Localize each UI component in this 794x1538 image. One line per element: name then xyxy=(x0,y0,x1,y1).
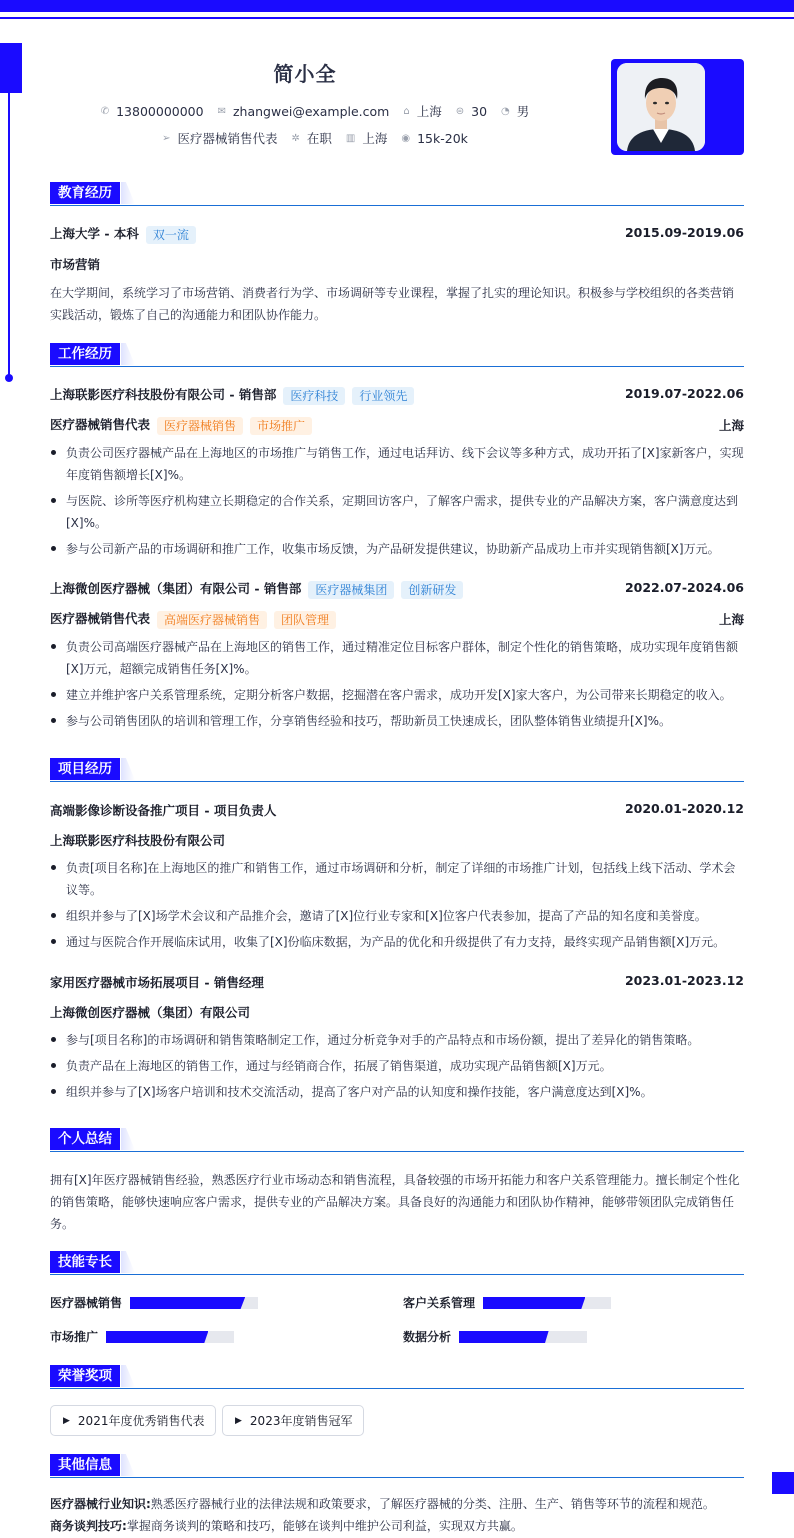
other-info-key: 医疗器械行业知识: xyxy=(50,1497,151,1511)
location-icon: ⌂ xyxy=(403,105,410,117)
project-bullet: 参与[项目名称]的市场调研和销售策略制定工作，通过分析竞争对手的产品特点和市场份额，提出了差异化的销售策略。 xyxy=(50,1029,744,1051)
age-item xyxy=(456,104,487,119)
work-location: 上海 xyxy=(718,418,744,433)
projects-section-header xyxy=(50,758,744,782)
honor-text: 2021年度优秀销售代表 xyxy=(77,1414,205,1428)
position-text: 医疗器械销售代表 xyxy=(177,131,278,146)
work-role-line xyxy=(50,609,336,629)
section-title-tail xyxy=(121,758,135,780)
work-section-title: 工作经历 xyxy=(50,343,120,365)
play-icon: ▶ xyxy=(235,1415,242,1426)
skill-bar-fill xyxy=(130,1297,245,1309)
skill-bar xyxy=(130,1297,258,1309)
skill-bar-fill xyxy=(483,1297,585,1309)
other-info-value: 掌握商务谈判的策略和技巧，能够在谈判中维护公司利益，实现双方共赢。 xyxy=(126,1519,523,1533)
gender-icon: ◔ xyxy=(501,105,510,117)
skill-label: 市场推广 xyxy=(50,1330,99,1344)
work-company-tag: 创新研发 xyxy=(401,581,463,599)
summary-section-header xyxy=(50,1128,744,1152)
honor-badge xyxy=(222,1405,364,1436)
work-role-tag: 市场推广 xyxy=(250,417,312,435)
phone-icon: ✆ xyxy=(100,105,110,117)
status-icon: ✲ xyxy=(291,132,300,144)
project-title: 家用医疗器械市场拓展项目 - 销售经理 xyxy=(50,975,264,990)
top-accent-line xyxy=(0,17,794,19)
work-dates: 2019.07-2022.06 xyxy=(624,386,744,401)
city-item xyxy=(403,102,441,120)
contact-row xyxy=(30,102,600,120)
work-company-tag: 医疗器械集团 xyxy=(308,581,394,599)
job-intent-row xyxy=(30,129,600,147)
project-bullet: 组织并参与了[X]场学术会议和产品推介会，邀请了[X]位行业专家和[X]位客户代表参加，提高了产品的知名度和美誉度。 xyxy=(50,905,744,927)
education-section-title: 教育经历 xyxy=(50,182,120,204)
side-timeline-dot xyxy=(5,374,13,382)
education-tag: 双一流 xyxy=(146,226,196,244)
play-icon: ▶ xyxy=(63,1415,70,1426)
work-company-tag: 行业领先 xyxy=(352,387,414,405)
age-icon: ⊜ xyxy=(455,105,465,117)
other-section-title: 其他信息 xyxy=(50,1454,120,1476)
salary-item xyxy=(401,131,468,146)
email-item[interactable] xyxy=(218,104,390,119)
work-bullet: 建立并维护客户关系管理系统，定期分析客户数据，挖掘潜在客户需求，成功开发[X]家大客户，为公司带来长期稳定的收入。 xyxy=(50,684,744,706)
side-timeline-line xyxy=(8,93,10,377)
skill-bar xyxy=(459,1331,587,1343)
section-title-tail xyxy=(121,1128,135,1150)
phone-text: 13800000000 xyxy=(116,103,204,119)
summary-section-title: 个人总结 xyxy=(50,1128,120,1150)
work-bullet: 负责公司高端医疗器械产品在上海地区的销售工作，通过精准定位目标客户群体，制定个性化的销售策略，成功实现年度销售额[X]万元，超额完成销售任务[X]%。 xyxy=(50,636,744,680)
education-description: 在大学期间，系统学习了市场营销、消费者行为学、市场调研等专业课程，掌握了扎实的理论知识。积极参与学校组织的各类营销实践活动，锻炼了自己的沟通能力和团队协作能力。 xyxy=(50,286,735,322)
projects-section-title: 项目经历 xyxy=(50,758,120,780)
work-dates: 2022.07-2024.06 xyxy=(624,580,744,595)
project-bullet: 负责[项目名称]在上海地区的推广和销售工作，通过市场调研和分析，制定了详细的市场推广计划，包括线上线下活动、学术会议等。 xyxy=(50,857,744,901)
work-bullet: 参与公司新产品的市场调研和推广工作，收集市场反馈，为产品研发提供建议，协助新产品成功上市并实现销售额[X]万元。 xyxy=(50,538,744,560)
skill-label: 数据分析 xyxy=(403,1330,452,1344)
skills-section-header xyxy=(50,1251,744,1275)
gender-item xyxy=(501,102,529,120)
age-text: 30 xyxy=(471,103,488,119)
other-info-key: 商务谈判技巧: xyxy=(50,1519,127,1533)
other-info-value: 熟悉医疗器械行业的法律法规和政策要求，了解医疗器械的分类、注册、生产、销售等环节的流程和规范。 xyxy=(150,1497,715,1511)
project-bullet: 通过与医院合作开展临床试用，收集了[X]份临床数据，为产品的优化和升级提供了有力支持，最终实现产品销售额[X]万元。 xyxy=(50,931,744,953)
section-title-tail xyxy=(121,343,135,365)
status-text: 在职 xyxy=(306,131,332,146)
project-company: 上海微创医疗器械（集团）有限公司 xyxy=(50,1005,251,1020)
candidate-name: 简小全 xyxy=(273,62,337,86)
education-school-line xyxy=(50,224,196,244)
work-section-header xyxy=(50,343,744,367)
target-city-item xyxy=(346,129,387,147)
education-school: 上海大学 - 本科 xyxy=(50,226,139,241)
city-text: 上海 xyxy=(416,104,442,119)
skill-label: 医疗器械销售 xyxy=(50,1296,123,1310)
work-role-tag: 医疗器械销售 xyxy=(157,417,243,435)
corner-accent-block xyxy=(772,1472,794,1494)
summary-text: 拥有[X]年医疗器械销售经验，熟悉医疗行业市场动态和销售流程，具备较强的市场开拓能力和客户关系管理能力。擅长制定个性化的销售策略，能够快速响应客户需求，提供专业的产品解决方案。具备良好的沟通能力和团队协作精神，能够带领团队完成销售任务。 xyxy=(50,1173,740,1231)
work-bullet: 负责公司医疗器械产品在上海地区的市场推广与销售工作，通过电话拜访、线下会议等多种方式，成功开拓了[X]家新客户，实现年度销售额增长[X]%。 xyxy=(50,442,744,486)
work-role: 医疗器械销售代表 xyxy=(50,417,151,432)
top-accent-bar xyxy=(0,0,794,12)
send-icon: ➢ xyxy=(162,132,171,144)
honors-section-header xyxy=(50,1365,744,1389)
side-accent-block xyxy=(0,43,22,93)
education-dates: 2015.09-2019.06 xyxy=(624,225,744,240)
work-role-tag: 高端医疗器械销售 xyxy=(157,611,267,629)
salary-icon: ◉ xyxy=(401,132,411,144)
salary-text: 15k-20k xyxy=(417,130,468,146)
other-info-line xyxy=(50,1515,744,1537)
education-section-header xyxy=(50,182,744,206)
section-title-tail xyxy=(121,1454,135,1476)
skill-bar-fill xyxy=(106,1331,208,1343)
honor-text: 2023年度销售冠军 xyxy=(249,1414,353,1428)
work-role: 医疗器械销售代表 xyxy=(50,611,151,626)
other-info-line xyxy=(50,1493,744,1515)
work-role-line xyxy=(50,415,312,435)
work-company-line xyxy=(50,579,463,599)
skill-bar-fill xyxy=(459,1331,549,1343)
honor-badge xyxy=(50,1405,216,1436)
project-bullet: 组织并参与了[X]场客户培训和技术交流活动，提高了客户对产品的认知度和操作技能，客户满意度达到[X]%。 xyxy=(50,1081,744,1103)
building-icon: ▥ xyxy=(345,132,356,144)
email-text[interactable]: zhangwei@example.com xyxy=(232,103,390,119)
target-city-text: 上海 xyxy=(362,131,388,146)
avatar xyxy=(617,63,705,151)
section-title-tail xyxy=(121,182,135,204)
work-company-tag: 医疗科技 xyxy=(283,387,345,405)
phone-item xyxy=(101,104,204,119)
work-role-tag: 团队管理 xyxy=(274,611,336,629)
skill-bar xyxy=(483,1297,611,1309)
skills-section-title: 技能专长 xyxy=(50,1251,120,1273)
project-dates: 2023.01-2023.12 xyxy=(624,973,744,988)
project-dates: 2020.01-2020.12 xyxy=(624,801,744,816)
work-company: 上海微创医疗器械（集团）有限公司 - 销售部 xyxy=(50,581,302,596)
position-item xyxy=(162,129,277,147)
status-item xyxy=(291,129,331,147)
other-section-header xyxy=(50,1454,744,1478)
education-major: 市场营销 xyxy=(50,257,101,272)
section-title-tail xyxy=(121,1365,135,1387)
project-company: 上海联影医疗科技股份有限公司 xyxy=(50,833,226,848)
skill-label: 客户关系管理 xyxy=(403,1296,476,1310)
honors-section-title: 荣誉奖项 xyxy=(50,1365,120,1387)
section-title-tail xyxy=(121,1251,135,1273)
skill-bar xyxy=(106,1331,234,1343)
mail-icon: ✉ xyxy=(217,105,226,117)
gender-text: 男 xyxy=(516,104,530,119)
photo-frame xyxy=(611,59,744,155)
work-bullet: 参与公司销售团队的培训和管理工作，分享销售经验和技巧，帮助新员工快速成长，团队整体销售业绩提升[X]%。 xyxy=(50,710,744,732)
project-title: 高端影像诊断设备推广项目 - 项目负责人 xyxy=(50,803,277,818)
project-bullet: 负责产品在上海地区的销售工作，通过与经销商合作，拓展了销售渠道，成功实现产品销售额[X]万元。 xyxy=(50,1055,744,1077)
work-location: 上海 xyxy=(718,612,744,627)
work-company-line xyxy=(50,385,414,405)
work-company: 上海联影医疗科技股份有限公司 - 销售部 xyxy=(50,387,277,402)
work-bullet: 与医院、诊所等医疗机构建立长期稳定的合作关系，定期回访客户，了解客户需求，提供专业的产品解决方案，客户满意度达到[X]%。 xyxy=(50,490,744,534)
